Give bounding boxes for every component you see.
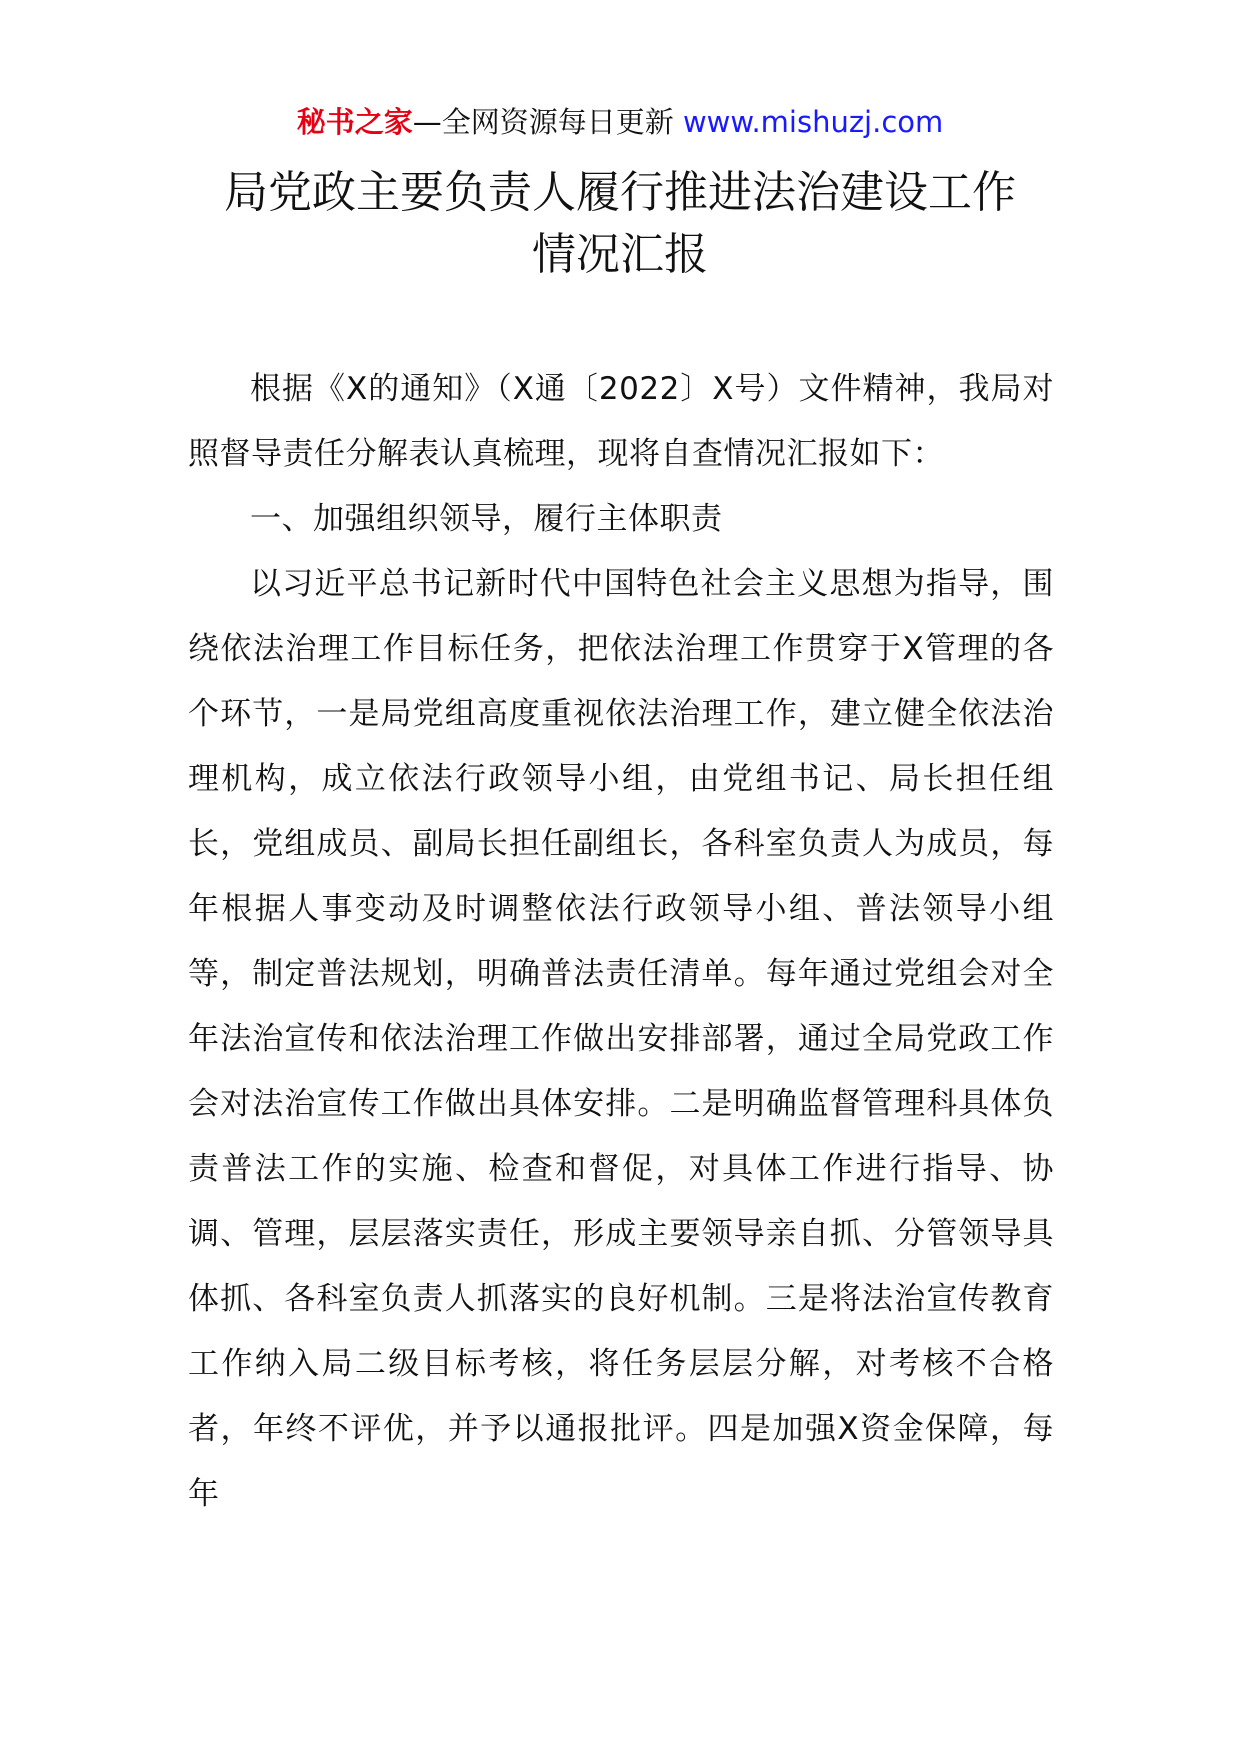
site-banner bbox=[0, 102, 1240, 142]
section-paragraph: 以习近平总书记新时代中国特色社会主义思想为指导，围绕依法治理工作目标任务，把依法治理工作贯穿于X管理的各个环节，一是局党组高度重视依法治理工作，建立健全依法治理机构，成立依法行政领导小组，由党组书记、局长担任组长，党组成员、副局长担任副组长，各科室负责人为成员，每年根据人事变动及时调整依法行政领导小组、普法领导小组等，制定普法规划，明确普法责任清单。每年通过党组会对全年法治宣传和依法治理工作做出安排部署，通过全局党政工作会对法治宣传工作做出具体安排。二是明确监督管理科具体负责普法工作的实施、检查和督促，对具体工作进行指导、协调、管理，层层落实责任，形成主要领导亲自抓、分管领导具体抓、各科室负责人抓落实的良好机制。三是将法治宣传教育工作纳入局二级目标考核，将任务层层分解，对考核不合格者，年终不评优，并予以通报批评。四是加强X资金保障，每年 bbox=[188, 566, 1054, 1512]
title-line-1: 局党政主要负责人履行推进法治建设工作 bbox=[224, 167, 1016, 218]
banner-tagline: —全网资源每日更新 bbox=[412, 105, 683, 139]
section-heading: 一、加强组织领导，履行主体职责 bbox=[250, 501, 723, 537]
site-url: www.mishuzj.com bbox=[682, 105, 944, 139]
document-title bbox=[150, 162, 1090, 286]
brand-name: 秘书之家 bbox=[296, 105, 413, 139]
intro-paragraph: 根据《X的通知》（X通〔2022〕X号）文件精神，我局对照督导责任分解表认真梳理，现将自查情况汇报如下： bbox=[188, 371, 1054, 472]
document-body bbox=[188, 357, 1054, 1527]
title-line-2: 情况汇报 bbox=[532, 229, 708, 280]
